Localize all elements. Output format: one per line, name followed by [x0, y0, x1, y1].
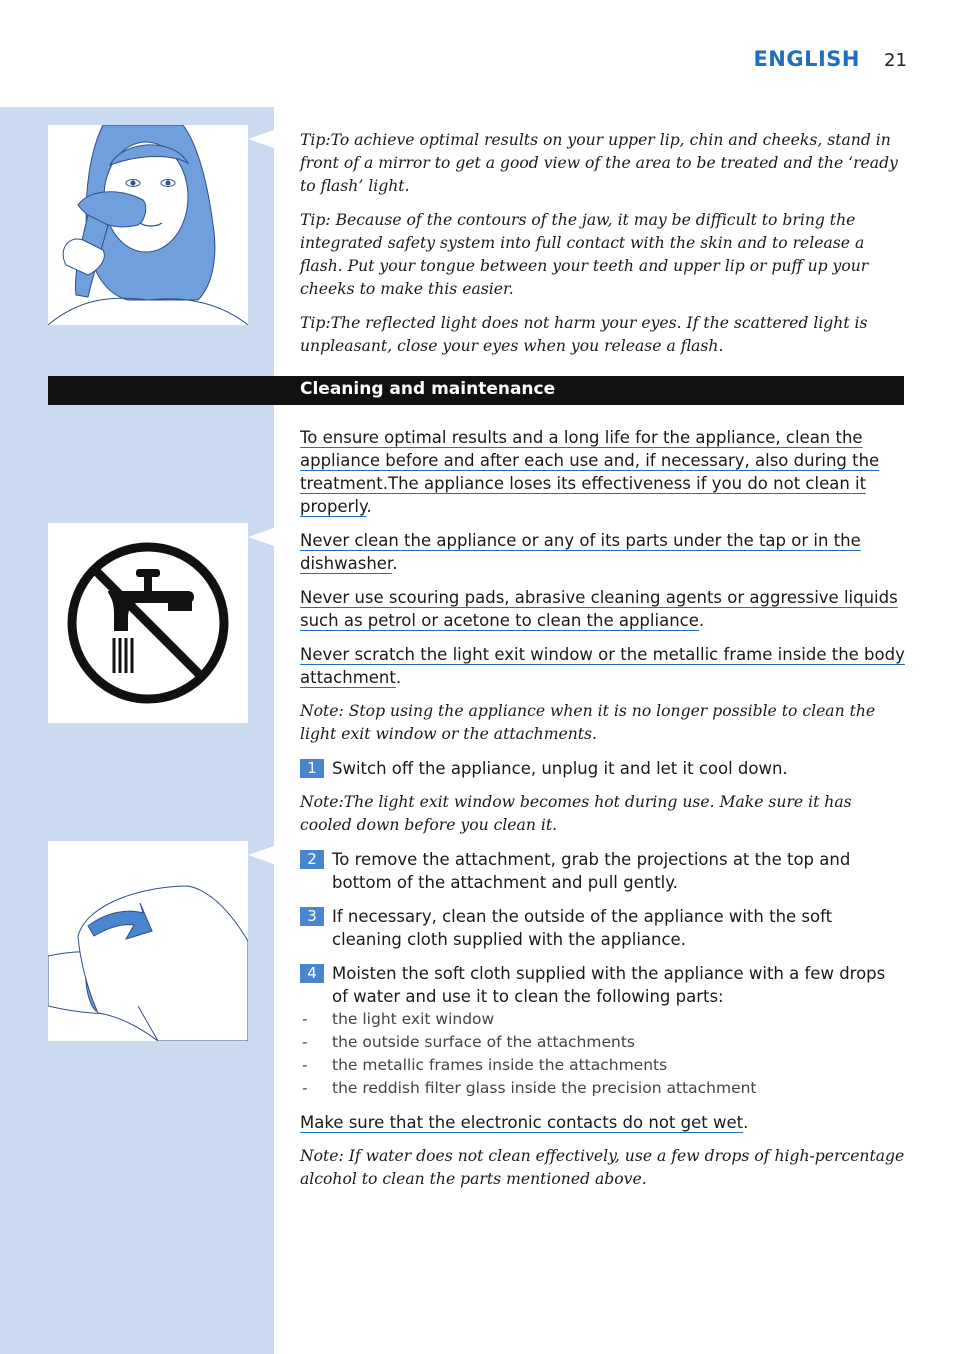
step-item: [300, 962, 906, 1008]
warning-paragraph: To ensure optimal results and a long life for the appliance, clean the appliance before and after each use and, if necessary, also during the treatment.The appliance loses its effectiveness if you do not clean it properly.: [300, 428, 880, 516]
warning-paragraph: Never scratch the light exit window or the metallic frame inside the body attachment.: [300, 645, 905, 687]
parts-list: [300, 1008, 906, 1100]
language-label: ENGLISH: [753, 47, 860, 71]
warning-paragraph: Make sure that the electronic contacts do not get wet.: [300, 1113, 749, 1132]
tip-text: Tip: Because of the contours of the jaw, it may be difficult to bring the integrated safety system into full contact with the skin and to release a flash. Put your tongue between your teeth and upper lip or puff up your cheeks to make this easier.: [300, 211, 869, 298]
section-heading-bar: [48, 376, 904, 405]
pointer-1: [248, 130, 274, 148]
step-item: [300, 757, 906, 780]
attachment-illustration: [48, 841, 248, 1041]
step-text: Moisten the soft cloth supplied with the appliance with a few drops of water and use it to clean the following parts:: [332, 964, 886, 1006]
warning-paragraph: Never clean the appliance or any of its parts under the tap or in the dishwasher.: [300, 531, 861, 573]
warning-text: To ensure optimal results and a long life for the appliance, clean the appliance before and after each use and, if necessary, also during the treatment.The appliance loses its effectiveness if you do not clean it properly: [300, 428, 880, 516]
warning-paragraph: Never use scouring pads, abrasive cleaning agents or aggressive liquids such as petrol or acetone to clean the appliance.: [300, 588, 898, 630]
step-item: [300, 905, 906, 951]
note-text: Note: If water does not clean effectively, use a few drops of high-percentage alcohol to clean the parts mentioned above.: [300, 1147, 905, 1188]
tip-text: Tip:To achieve optimal results on your upper lip, chin and cheeks, stand in front of a mirror to get a good view of the area to be treated and the ‘ready to flash’ light.: [300, 131, 898, 195]
page-number: 21: [884, 50, 907, 71]
step-number-badge: 3: [300, 907, 324, 926]
list-item: - the outside surface of the attachments: [300, 1031, 906, 1054]
cleaning-content: [300, 426, 906, 1202]
pointer-2: [248, 528, 274, 546]
note-text: Note: Stop using the appliance when it is no longer possible to clean the light exit window or the attachments.: [300, 702, 876, 743]
tip-text: Tip:The reflected light does not harm your eyes. If the scattered light is unpleasant, close your eyes when you release a flash.: [300, 314, 868, 355]
step-text: To remove the attachment, grab the projections at the top and bottom of the attachment and pull gently.: [332, 850, 851, 892]
no-tap-illustration: [48, 523, 248, 723]
note-text: Note:The light exit window becomes hot during use. Make sure it has cooled down before you clean it.: [300, 793, 852, 834]
woman-illustration: [48, 125, 248, 325]
list-item: - the light exit window: [300, 1008, 906, 1031]
warning-text: Never scratch the light exit window or the metallic frame inside the body attachment: [300, 645, 905, 687]
step-text: If necessary, clean the outside of the appliance with the soft cleaning cloth supplied with the appliance.: [332, 907, 833, 949]
list-item: - the reddish filter glass inside the precision attachment: [300, 1077, 906, 1100]
warning-text: Make sure that the electronic contacts do not get wet: [300, 1113, 744, 1132]
step-number-badge: 4: [300, 964, 324, 983]
step-number-badge: 1: [300, 759, 324, 778]
section-title: Cleaning and maintenance: [300, 379, 556, 399]
pointer-3: [248, 846, 274, 864]
list-item: - the metallic frames inside the attachments: [300, 1054, 906, 1077]
warning-text: Never clean the appliance or any of its parts under the tap or in the dishwasher: [300, 531, 861, 573]
tips-block: [300, 129, 906, 369]
step-number-badge: 2: [300, 850, 324, 869]
step-text: Switch off the appliance, unplug it and let it cool down.: [332, 759, 788, 778]
warning-text: Never use scouring pads, abrasive cleaning agents or aggressive liquids such as petrol or acetone to clean the appliance: [300, 588, 898, 630]
step-item: [300, 848, 906, 894]
